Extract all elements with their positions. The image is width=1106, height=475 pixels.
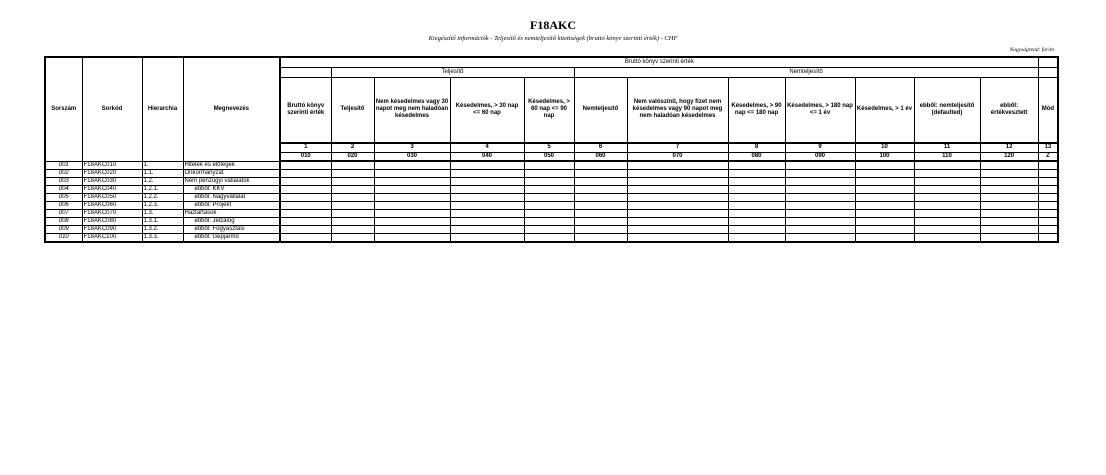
data-cell <box>914 170 980 178</box>
row-hierarchia: 1. <box>142 161 183 170</box>
data-cell <box>785 226 855 234</box>
data-cell <box>280 178 331 186</box>
data-cell <box>331 178 374 186</box>
data-cell <box>524 234 574 243</box>
row-sorszam: 006 <box>45 202 82 210</box>
data-cell <box>785 170 855 178</box>
data-cell <box>785 161 855 170</box>
data-cell <box>914 202 980 210</box>
row-hierarchia: 1.3. <box>142 210 183 218</box>
data-cell <box>574 234 627 243</box>
data-cell <box>627 234 728 243</box>
data-cell <box>914 210 980 218</box>
data-cell <box>855 161 914 170</box>
report-table <box>44 56 1059 243</box>
data-cell <box>914 218 980 226</box>
col-code: Z <box>1038 152 1058 161</box>
col-number: 6 <box>574 143 627 152</box>
data-cell <box>1038 234 1058 243</box>
col-header-label: Nem késedelmes vagy 30 napot meg nem haladóan késedelmes <box>374 77 450 143</box>
data-cell <box>980 186 1038 194</box>
data-cell <box>450 210 524 218</box>
row-sorszam: 004 <box>45 186 82 194</box>
col-number: 11 <box>914 143 980 152</box>
col-code: 010 <box>280 152 331 161</box>
data-cell <box>627 202 728 210</box>
row-sorkod: F18AKC020 <box>82 170 142 178</box>
data-cell <box>1038 218 1058 226</box>
data-cell <box>374 194 450 202</box>
data-cell <box>785 218 855 226</box>
data-cell <box>914 234 980 243</box>
row-sorkod: F18AKC100 <box>82 234 142 243</box>
data-cell <box>785 202 855 210</box>
row-sorszam: 001 <box>45 161 82 170</box>
data-cell <box>574 178 627 186</box>
data-cell <box>331 161 374 170</box>
col-number: 3 <box>374 143 450 152</box>
data-cell <box>280 202 331 210</box>
col-number: 1 <box>280 143 331 152</box>
data-cell <box>980 194 1038 202</box>
data-cell <box>855 170 914 178</box>
data-cell <box>280 226 331 234</box>
data-cell <box>331 170 374 178</box>
col-header-label: Késedelmes, > 60 nap <= 90 nap <box>524 77 574 143</box>
data-cell <box>450 202 524 210</box>
data-cell <box>374 234 450 243</box>
col-code: 110 <box>914 152 980 161</box>
data-cell <box>627 161 728 170</box>
col-number: 12 <box>980 143 1038 152</box>
row-megnevezes: Önkormányzat <box>183 170 280 178</box>
data-cell <box>574 170 627 178</box>
row-sorkod: F18AKC090 <box>82 226 142 234</box>
data-cell <box>524 218 574 226</box>
row-hierarchia: 1.2. <box>142 178 183 186</box>
row-sorkod: F18AKC050 <box>82 194 142 202</box>
data-cell <box>374 161 450 170</box>
data-cell <box>785 178 855 186</box>
data-cell <box>728 202 785 210</box>
col-code: 120 <box>980 152 1038 161</box>
row-sorszam: 002 <box>45 170 82 178</box>
form-title: F18AKC <box>530 18 576 32</box>
data-cell <box>450 186 524 194</box>
data-cell <box>574 226 627 234</box>
row-sorszam: 003 <box>45 178 82 186</box>
table-row <box>45 161 1058 170</box>
header-corner-cell <box>1038 57 1058 67</box>
data-cell <box>980 170 1038 178</box>
row-hierarchia: 1.3.1. <box>142 218 183 226</box>
col-number: 7 <box>627 143 728 152</box>
row-sorkod: F18AKC060 <box>82 202 142 210</box>
col-number: 10 <box>855 143 914 152</box>
row-hierarchia: 1.2.2. <box>142 194 183 202</box>
header-spacer-cell <box>1038 67 1058 77</box>
data-cell <box>450 178 524 186</box>
data-cell <box>914 194 980 202</box>
row-sorkod: F18AKC070 <box>82 210 142 218</box>
data-cell <box>627 178 728 186</box>
table-row <box>45 194 1058 202</box>
row-hierarchia: 1.1. <box>142 170 183 178</box>
data-cell <box>450 170 524 178</box>
row-sorkod: F18AKC080 <box>82 218 142 226</box>
data-cell <box>980 202 1038 210</box>
col-header-label: Bruttó könyv szerinti érték <box>280 77 331 143</box>
data-cell <box>280 186 331 194</box>
data-cell <box>980 178 1038 186</box>
data-cell <box>855 186 914 194</box>
row-megnevezes: ebből: Fogyasztási <box>183 226 280 234</box>
data-cell <box>331 234 374 243</box>
data-cell <box>574 194 627 202</box>
data-cell <box>524 210 574 218</box>
row-sorkod: F18AKC010 <box>82 161 142 170</box>
col-header-sorkod: Sorkód <box>82 57 142 161</box>
row-megnevezes: Hitelek és előlegek <box>183 161 280 170</box>
table-row <box>45 186 1058 194</box>
data-cell <box>785 210 855 218</box>
data-cell <box>574 210 627 218</box>
col-number: 13 <box>1038 143 1058 152</box>
row-sorkod: F18AKC030 <box>82 178 142 186</box>
data-cell <box>1038 170 1058 178</box>
data-cell <box>728 186 785 194</box>
data-cell <box>1038 202 1058 210</box>
data-cell <box>450 234 524 243</box>
row-megnevezes: ebből: Projekt <box>183 202 280 210</box>
col-header-hierarchia: Hierarchia <box>142 57 183 161</box>
data-cell <box>280 170 331 178</box>
data-cell <box>574 161 627 170</box>
data-cell <box>331 210 374 218</box>
col-code: 060 <box>574 152 627 161</box>
row-hierarchia: 1.2.3. <box>142 202 183 210</box>
col-number: 9 <box>785 143 855 152</box>
data-cell <box>331 194 374 202</box>
col-header-label: Késedelmes, > 180 nap <= 1 év <box>785 77 855 143</box>
data-cell <box>331 218 374 226</box>
row-megnevezes: ebből: Nagyvállalat <box>183 194 280 202</box>
col-code: 090 <box>785 152 855 161</box>
row-hierarchia: 1.3.2. <box>142 226 183 234</box>
data-cell <box>728 161 785 170</box>
data-cell <box>980 210 1038 218</box>
data-cell <box>855 218 914 226</box>
table-row <box>45 210 1058 218</box>
data-cell <box>728 178 785 186</box>
data-cell <box>374 186 450 194</box>
table-row <box>45 170 1058 178</box>
col-header-label: ebből: értékvesztett <box>980 77 1038 143</box>
col-code: 030 <box>374 152 450 161</box>
data-cell <box>728 226 785 234</box>
col-header-label: Teljesítő <box>331 77 374 143</box>
row-megnevezes: ebből: KKV <box>183 186 280 194</box>
data-cell <box>914 178 980 186</box>
row-sorszam: 008 <box>45 218 82 226</box>
row-sorszam: 010 <box>45 234 82 243</box>
data-cell <box>785 186 855 194</box>
col-code: 020 <box>331 152 374 161</box>
row-megnevezes: ebből: Gépjármű <box>183 234 280 243</box>
data-cell <box>1038 194 1058 202</box>
data-cell <box>627 210 728 218</box>
col-code: 080 <box>728 152 785 161</box>
data-cell <box>728 234 785 243</box>
data-cell <box>574 218 627 226</box>
data-cell <box>331 202 374 210</box>
col-header-label: Mód <box>1038 77 1058 143</box>
data-cell <box>524 202 574 210</box>
data-cell <box>627 170 728 178</box>
table-row <box>45 226 1058 234</box>
data-cell <box>1038 186 1058 194</box>
form-subtitle: Kiegészítő információk - Teljesítő és nemteljesítő kitettségek (bruttó könyv szerinti érték) - CHF <box>428 35 678 42</box>
row-hierarchia: 1.2.1. <box>142 186 183 194</box>
col-header-label: Késedelmes, > 90 nap <= 180 nap <box>728 77 785 143</box>
data-cell <box>627 194 728 202</box>
data-cell <box>524 186 574 194</box>
data-cell <box>450 218 524 226</box>
data-cell <box>450 226 524 234</box>
data-cell <box>785 234 855 243</box>
col-number: 4 <box>450 143 524 152</box>
row-sorszam: 007 <box>45 210 82 218</box>
data-cell <box>374 218 450 226</box>
col-code: 040 <box>450 152 524 161</box>
group-header-teljesito: Teljesítő <box>331 67 574 77</box>
data-cell <box>374 210 450 218</box>
data-cell <box>524 178 574 186</box>
data-cell <box>728 210 785 218</box>
data-cell <box>374 178 450 186</box>
data-cell <box>524 161 574 170</box>
col-code: 070 <box>627 152 728 161</box>
col-number: 8 <box>728 143 785 152</box>
data-cell <box>855 210 914 218</box>
group-header-nemteljesito: Nemteljesítő <box>574 67 1038 77</box>
row-hierarchia: 1.3.3. <box>142 234 183 243</box>
table-row <box>45 178 1058 186</box>
data-cell <box>1038 178 1058 186</box>
col-code: 050 <box>524 152 574 161</box>
data-cell <box>855 226 914 234</box>
data-cell <box>574 186 627 194</box>
row-sorszam: 009 <box>45 226 82 234</box>
data-cell <box>980 234 1038 243</box>
data-cell <box>980 218 1038 226</box>
col-header-label: ebből: nemteljesítő (defaulted) <box>914 77 980 143</box>
row-sorszam: 005 <box>45 194 82 202</box>
data-cell <box>280 161 331 170</box>
table-row <box>45 202 1058 210</box>
row-sorkod: F18AKC040 <box>82 186 142 194</box>
data-cell <box>855 194 914 202</box>
data-cell <box>980 161 1038 170</box>
data-cell <box>450 161 524 170</box>
data-cell <box>1038 161 1058 170</box>
data-cell <box>524 170 574 178</box>
data-cell <box>1038 210 1058 218</box>
data-cell <box>331 226 374 234</box>
data-cell <box>524 194 574 202</box>
data-cell <box>785 194 855 202</box>
data-cell <box>374 202 450 210</box>
row-megnevezes: ebből: Jelzálog <box>183 218 280 226</box>
data-cell <box>980 226 1038 234</box>
data-cell <box>331 186 374 194</box>
data-cell <box>1038 226 1058 234</box>
data-cell <box>524 226 574 234</box>
col-header-sorszam: Sorszám <box>45 57 82 161</box>
data-cell <box>855 234 914 243</box>
data-cell <box>855 202 914 210</box>
data-cell <box>914 226 980 234</box>
col-header-label: Nemteljesítő <box>574 77 627 143</box>
data-cell <box>855 178 914 186</box>
data-cell <box>627 218 728 226</box>
data-cell <box>374 170 450 178</box>
data-cell <box>914 186 980 194</box>
data-cell <box>914 161 980 170</box>
unit-note: Nagyságrend: forint <box>1009 47 1054 53</box>
col-code: 100 <box>855 152 914 161</box>
col-header-label: Késedelmes, > 1 év <box>855 77 914 143</box>
data-cell <box>728 218 785 226</box>
col-header-megnevezes: Megnevezés <box>183 57 280 161</box>
col-number: 2 <box>331 143 374 152</box>
data-cell <box>627 226 728 234</box>
data-cell <box>280 218 331 226</box>
table-row <box>45 218 1058 226</box>
data-cell <box>280 210 331 218</box>
col-number: 5 <box>524 143 574 152</box>
data-cell <box>728 170 785 178</box>
data-cell <box>374 226 450 234</box>
data-cell <box>280 194 331 202</box>
col-header-label: Nem valószínű, hogy fizet nem késedelmes vagy 90 napot meg nem haladóan késedelmes <box>627 77 728 143</box>
data-cell <box>728 194 785 202</box>
row-megnevezes: Háztartások <box>183 210 280 218</box>
data-cell <box>280 234 331 243</box>
col-header-label: Késedelmes, > 30 nap <= 60 nap <box>450 77 524 143</box>
data-cell <box>450 194 524 202</box>
row-megnevezes: Nem pénzügyi vállalatok <box>183 178 280 186</box>
data-cell <box>627 186 728 194</box>
table-row <box>45 234 1058 243</box>
group-header-brutto: Bruttó könyv szerinti érték <box>280 57 1038 67</box>
header-spacer-cell <box>280 67 331 77</box>
data-cell <box>574 202 627 210</box>
